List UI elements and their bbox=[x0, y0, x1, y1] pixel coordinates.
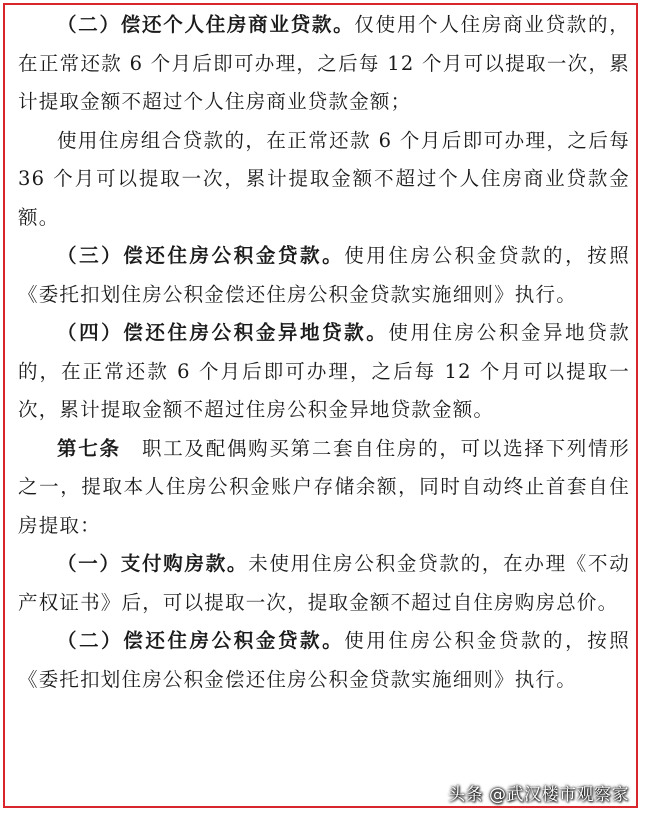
paragraph-heading: （一）支付购房款。 bbox=[57, 552, 249, 575]
paragraph-heading: （二）偿还住房公积金贷款。 bbox=[57, 629, 345, 652]
paragraph-text: 使用住房组合贷款的，在正常还款 6 个月后即可办理，之后每 36 个月可以提取一次，累计提取金额不超过个人住房商业贷款金额。 bbox=[18, 128, 630, 229]
watermark bbox=[448, 780, 629, 805]
paragraph-text: 仅使用个人住房商业贷款的，在正常还款 6 个月后即可办理，之后每 12 个月可以提取一次，累计提取金额不超过个人住房商业贷款金额； bbox=[18, 13, 630, 113]
watermark-text: 头条 @武汉楼市观察家 bbox=[448, 785, 629, 805]
paragraph-text: 使用住房公积金异地贷款的，在正常还款 6 个月后即可办理，之后每 12 个月可以提取一次，累计提取金额不超过住房公积金异地贷款金额。 bbox=[18, 321, 630, 421]
paragraph-heading: （三）偿还住房公积金贷款。 bbox=[57, 244, 345, 267]
paragraph-pay-purchase bbox=[18, 545, 630, 622]
paragraph-combined-loan bbox=[18, 122, 630, 238]
paragraph-heading: （二）偿还个人住房商业贷款。 bbox=[57, 13, 355, 36]
paragraph-text: 使用住房公积金贷款的，按照《委托扣划住房公积金偿还住房公积金贷款实施细则》执行。 bbox=[18, 629, 630, 691]
paragraph-repay-provident-loan bbox=[18, 237, 630, 314]
paragraph-repay-commercial-loan bbox=[18, 6, 630, 122]
paragraph-repay-remote-loan bbox=[18, 314, 630, 430]
paragraph-article-seven bbox=[18, 430, 630, 546]
paragraph-text: 未使用住房公积金贷款的，在办理《不动产权证书》后，可以提取一次，提取金额不超过自住房购房总价。 bbox=[18, 552, 630, 614]
paragraph-second-home-provident-loan bbox=[18, 622, 630, 699]
paragraph-heading: （四）偿还住房公积金异地贷款。 bbox=[57, 321, 389, 344]
document-body bbox=[18, 6, 630, 699]
article-label: 第七条 bbox=[57, 436, 121, 460]
paragraph-text: 使用住房公积金贷款的，按照《委托扣划住房公积金偿还住房公积金贷款实施细则》执行。 bbox=[18, 244, 630, 306]
paragraph-text: 职工及配偶购买第二套自住房的，可以选择下列情形之一，提取本人住房公积金账户存储余额，同时自动终止首套自住房提取： bbox=[18, 436, 630, 537]
